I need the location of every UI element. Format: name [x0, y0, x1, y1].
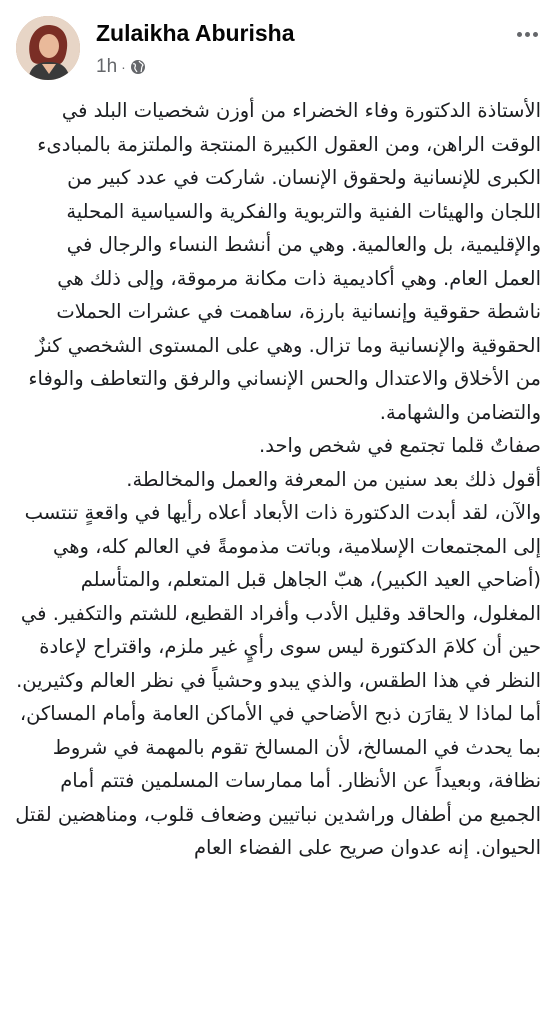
post-header: [0, 0, 555, 90]
post-paragraph: والآن، لقد أبدت الدكتورة ذات الأبعاد أعلاه رأيها في واقعةٍ تنتسب إلى المجتمعات الإسلامية، وباتت مذمومةً في العالم كله، وهي (أضاحي العيد الكبير)، هبّ الجاهل قبل المتعلم، والمتأسلم المغلول، والحاقد وقليل الأدب وأفراد القطيع، للشتم والتكفير. في حين أن كلامَ الدكتورة ليس سوى رأيٍ غير ملزم، واقتراح لإعادة النظر في هذا الطقس، والذي يبدو وحشياً في نظر العالم وكثيرين.: [16, 501, 541, 692]
post-meta: [96, 56, 146, 78]
post-options-button[interactable]: [509, 20, 545, 48]
more-horizontal-icon: [517, 32, 538, 37]
avatar[interactable]: [16, 16, 80, 80]
meta-separator: ·: [121, 59, 126, 75]
avatar-image: [16, 16, 80, 80]
post-paragraph: صفاتٌ قلما تجتمع في شخص واحد.: [259, 434, 541, 457]
author-name[interactable]: Zulaikha Aburisha: [96, 20, 295, 46]
globe-icon[interactable]: [130, 59, 146, 75]
post-paragraph: أقول ذلك بعد سنين من المعرفة والعمل والمخالطة.: [126, 467, 541, 491]
post-paragraph: الأستاذة الدكتورة وفاء الخضراء من أوزن شخصيات البلد في الوقت الراهن، ومن العقول الكبيرة المنتجة والملتزمة بالمبادىء الكبرى للإنسانية ولحقوق الإنسان. شاركت في عدد كبير من اللجان والهيئات الفنية والتربوية والفكرية والسياسية المحلية والإقليمية، بل والعالمية. وهي من أنشط النساء والرجال في العمل العام. وهي أكاديمية ذات مكانة مرموقة، وإلى ذلك هي ناشطة حقوقية وإنسانية بارزة، ساهمت في عشرات الحملات الحقوقية والإنسانية وما تزال. وهي على المستوى الشخصي كنزٌ من الأخلاق والاعتدال والحس الإنساني والرفق والتعاطف والوفاء والتضامن والشهامة.: [28, 99, 541, 424]
post-time[interactable]: 1h: [96, 56, 118, 77]
post-text: [14, 94, 541, 865]
post-paragraph: أما لماذا لا يقارَن ذبح الأضاحي في الأماكن العامة وأمام المساكن، بما يحدث في المسالخ، لأن المسالخ تقوم بالمهمة في شروط نظافة، وبعيداً عن الأنظار. أما ممارسات المسلمين فتتم أمام الجميع من أطفال وراشدين نباتيين وضعاف قلوب، ومناهضين لقتل الحيوان. إنه عدوان صريح على الفضاء العام: [15, 702, 541, 859]
